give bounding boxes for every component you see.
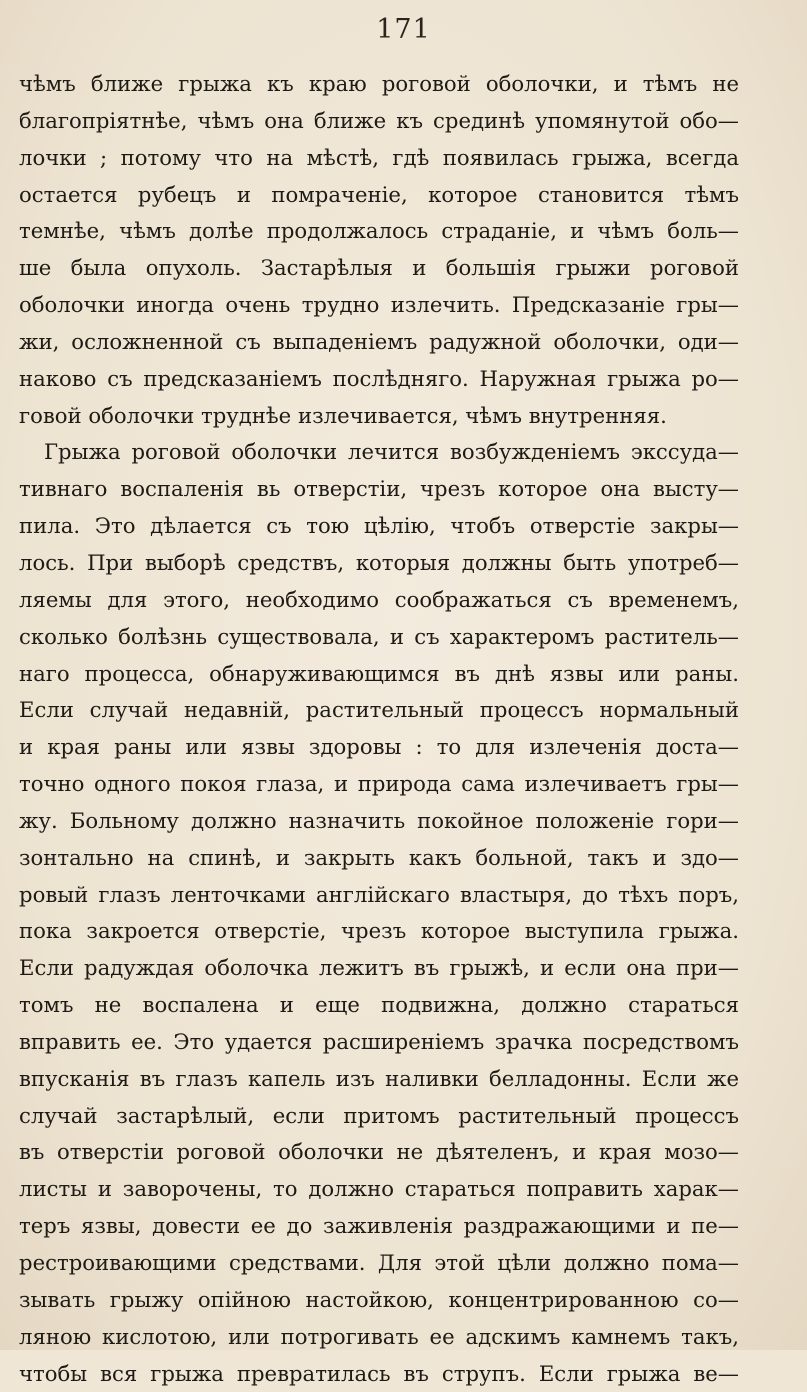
text-line: впусканія въ глазъ капель изъ наливки белладонны. Если же [19, 1065, 739, 1091]
text-line: въ отверстіи роговой оболочки не дѣятеленъ, и края мозо— [19, 1139, 739, 1165]
text-line: пока закроется отверстіе, чрезъ которое выступила грыжа. [19, 918, 739, 944]
text-line: вправить ее. Это удается расширеніемъ зрачка посредствомъ [19, 1028, 739, 1054]
text-line: томъ не воспалена и еще подвижна, должно стараться [19, 992, 739, 1018]
text-line: наково съ предсказаніемъ послѣдняго. Наружная грыжа ро— [19, 365, 739, 391]
text-line: рестроивающими средствами. Для этой цѣли должно пома— [19, 1250, 739, 1275]
text-line: зывать грыжу опійною настойкою, концентрированною со— [19, 1286, 739, 1312]
text-line: тивнаго воспаленія вь отверстіи, чрезъ которое она высту— [19, 476, 739, 502]
text-line: ше была опухоль. Застарѣлыя и большія грыжи роговой [19, 255, 739, 281]
text-line: сколько болѣзнь существовала, и съ характеромъ раститель— [19, 623, 739, 649]
text-line: благопріятнѣе, чѣмъ она ближе къ срединѣ упомянутой обо— [19, 107, 739, 133]
text-line: остается рубецъ и помраченіе, которое становится тѣмъ [19, 181, 739, 207]
text-line: темнѣе, чѣмъ долѣе продолжалось страданіе, и чѣмъ боль— [19, 218, 739, 244]
text-line: Грыжа роговой оболочки лечится возбужденіемъ экссуда— [44, 439, 739, 465]
text-line: листы и заворочены, то должно стараться поправить харак— [19, 1176, 739, 1202]
text-line: Если случай недавній, растительный процессъ нормальный [19, 697, 739, 723]
text-line: теръ язвы, довести ее до заживленія раздражающими и пе— [19, 1213, 739, 1239]
text-line: говой оболочки труднѣе излечивается, чѣмъ внутренняя. [19, 402, 667, 428]
text-line: ляемы для этого, необходимо соображаться съ временемъ, [19, 586, 739, 612]
text-line: лочки ; потому что на мѣстѣ, гдѣ появилась грыжа, всегда [19, 144, 739, 170]
text-line: лось. При выборѣ средствъ, которыя должны быть употреб— [19, 549, 739, 575]
text-line: оболочки иногда очень трудно излечить. Предсказаніе гры— [19, 292, 739, 318]
text-line: случай застарѣлый, если притомъ растительный процессъ [19, 1102, 739, 1128]
page-number: 171 [376, 14, 431, 45]
text-line: точно одного покоя глаза, и природа сама излечиваетъ гры— [19, 771, 739, 797]
text-line: Если радуждая оболочка лежитъ въ грыжѣ, и если она при— [19, 955, 739, 981]
text-line: ляною кислотою, или потрогивать ее адскимъ камнемъ такъ, [19, 1323, 739, 1349]
text-line: наго процесса, обнаруживающимся въ днѣ язвы или раны. [19, 660, 739, 686]
text-line: зонтально на спинѣ, и закрыть какъ больной, такъ и здо— [19, 844, 739, 870]
text-line: жу. Больному должно назначить покойное положеніе гори— [19, 807, 739, 833]
text-line: чѣмъ ближе грыжа къ краю роговой оболочки, и тѣмъ не [19, 71, 739, 96]
text-line: чтобы вся грыжа превратилась въ струпъ. Если грыжа ве— [19, 1360, 739, 1386]
text-line: пила. Это дѣлается съ тою цѣлію, чтобъ отверстіе закры— [19, 513, 739, 539]
body-text [19, 66, 739, 1392]
text-line: и края раны или язвы здоровы : то для излеченія доста— [19, 734, 739, 760]
text-line: ровый глазъ ленточками англійскаго властыря, до тѣхъ поръ, [19, 881, 739, 907]
text-line: жи, осложненной съ выпаденіемъ радужной оболочки, оди— [19, 328, 739, 354]
